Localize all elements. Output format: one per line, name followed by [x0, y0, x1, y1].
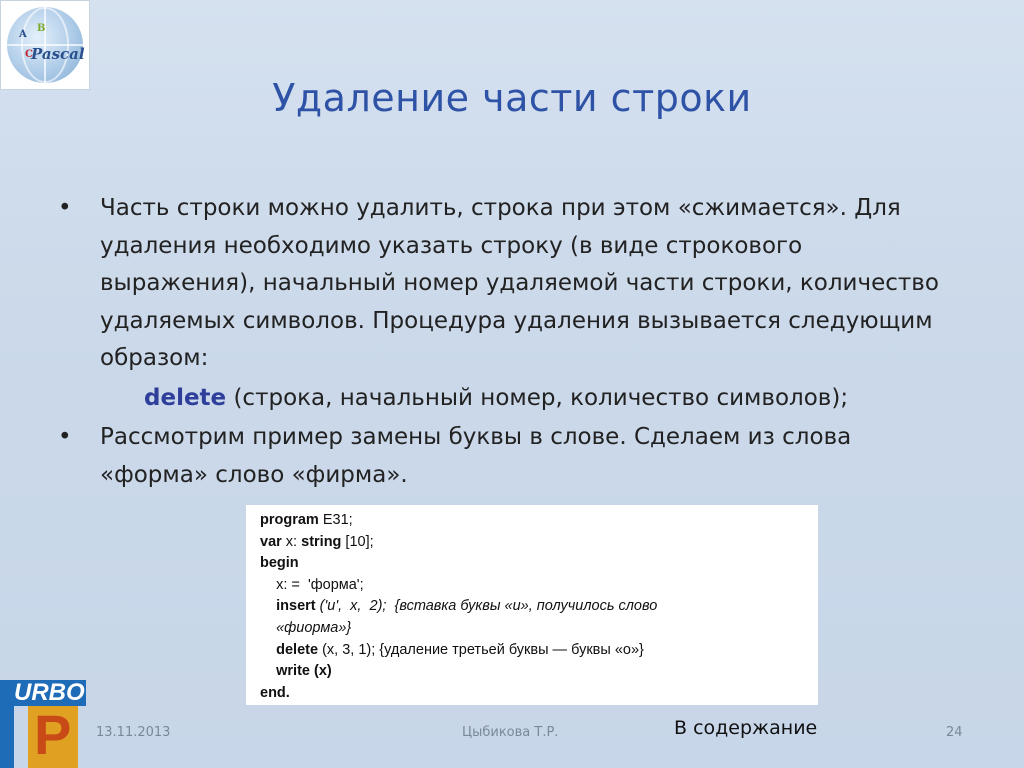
code-line-5: insert ('и', x, 2); {вставка буквы «и», получилось слово — [276, 598, 658, 615]
code-line-8: write (x) — [276, 663, 332, 680]
syntax-keyword: delete — [144, 384, 227, 411]
logo-letter-a: A — [19, 29, 27, 40]
footer-author: Цыбикова Т.Р. — [462, 725, 559, 740]
footer-date: 13.11.2013 — [96, 725, 171, 740]
logo-letter-c: C — [25, 49, 33, 60]
syntax-line — [58, 380, 958, 418]
code-line-1: program E31; — [260, 512, 353, 528]
slide-title: Удаление части строки — [272, 76, 752, 120]
code-listing — [246, 505, 818, 705]
bullet-marker: • — [58, 424, 72, 450]
turbo-pascal-logo — [0, 680, 88, 768]
code-line-2: var x: string [10]; — [260, 533, 374, 550]
code-line-4: x: = 'форма'; — [260, 576, 364, 593]
page-number: 24 — [946, 725, 963, 740]
bullet-item-2 — [58, 419, 958, 494]
bullet-text-2: Рассмотрим пример замены буквы в слове. Сделаем из слова «форма» слово «фирма». — [100, 424, 852, 488]
turbo-logo-t — [0, 680, 14, 768]
bullet-text-1: Часть строки можно удалить, строка при этом «сжимается». Для удаления необходимо указать строку (в виде строкового выражения), начальный номер удаляемой части строки, количество удаляемых символов. Процедура удаления вызывается следующим образом: — [100, 195, 939, 371]
bullet-list — [58, 190, 958, 494]
contents-link[interactable]: В содержание — [674, 717, 818, 739]
turbo-logo-p-block — [28, 703, 78, 768]
turbo-logo-p: P — [34, 703, 72, 766]
logo-letter-b: B — [37, 23, 46, 34]
code-line-3: begin — [260, 555, 299, 572]
bullet-item-1 — [58, 190, 958, 378]
bullet-marker: • — [58, 195, 72, 221]
code-line-6: «фиорма»} — [260, 619, 352, 636]
code-line-7: delete (x, 3, 1); {удаление третьей буквы — буквы «о»} — [276, 641, 644, 658]
syntax-rest: (строка, начальный номер, количество символов); — [226, 384, 849, 411]
code-line-9: end. — [260, 684, 290, 701]
logo-word: Pascal — [31, 45, 85, 63]
turbo-logo-urbo: URBO — [2, 680, 86, 706]
